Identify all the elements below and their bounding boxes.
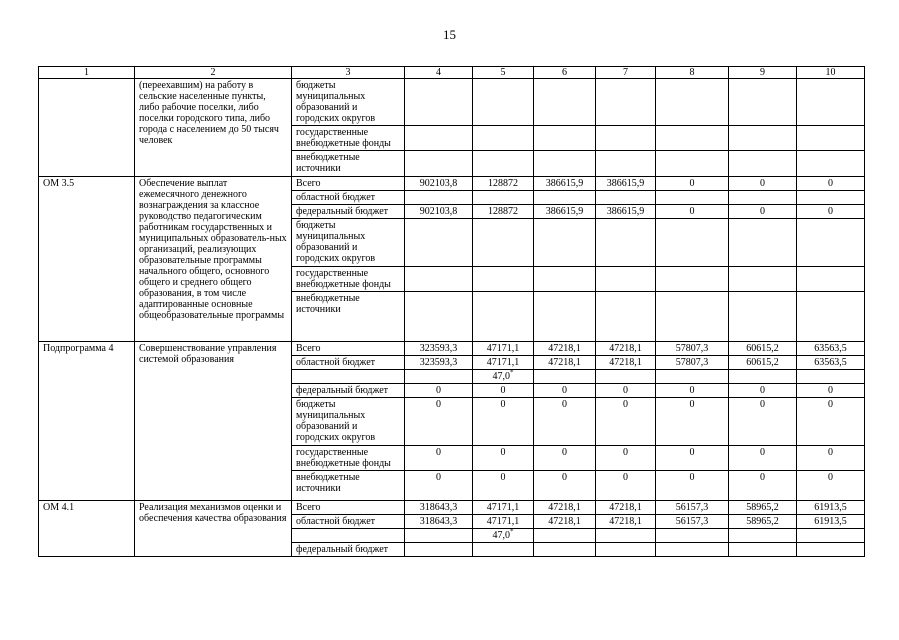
- value-cell: [405, 292, 473, 342]
- funding-source: [292, 529, 405, 543]
- value-cell: [534, 501, 596, 515]
- value-cell: [797, 292, 865, 342]
- value-text: 0: [436, 399, 441, 410]
- value-cell: [797, 79, 865, 126]
- value-cell: [797, 384, 865, 398]
- value-text: 0: [500, 447, 506, 458]
- value-text: 0: [689, 399, 695, 410]
- value-cell: [596, 446, 656, 471]
- column-header: 7: [596, 67, 656, 79]
- value-text: 61913,5: [814, 516, 847, 527]
- value-text: 58965,2: [746, 502, 779, 513]
- page-number: 15: [443, 27, 456, 42]
- value-text: 318643,3: [419, 516, 458, 527]
- value-cell: [797, 471, 865, 501]
- value-cell: [797, 267, 865, 292]
- value-cell: [729, 177, 797, 191]
- value-cell: [729, 191, 797, 205]
- value-text: 58965,2: [746, 516, 779, 527]
- funding-source: государственные внебюджетные фонды: [292, 267, 405, 292]
- value-cell: [729, 267, 797, 292]
- value-text: 47171,1: [486, 516, 520, 527]
- value-cell: [596, 292, 656, 342]
- value-cell: [656, 292, 729, 342]
- value-cell: [656, 370, 729, 384]
- value-text: 47218,1: [609, 502, 642, 513]
- value-cell: [405, 205, 473, 219]
- value-text: 0: [689, 206, 695, 217]
- value-cell: [656, 151, 729, 177]
- value-text: 128872: [488, 178, 518, 189]
- funding-source: внебюджетные источники: [292, 151, 405, 177]
- value-cell: [596, 356, 656, 370]
- funding-source: федеральный бюджет: [292, 205, 405, 219]
- budget-table: [38, 66, 865, 557]
- value-cell: [656, 177, 729, 191]
- funding-source: федеральный бюджет: [292, 543, 405, 557]
- value-cell: [473, 529, 534, 543]
- value-text: 0: [760, 472, 765, 483]
- value-cell: [473, 398, 534, 446]
- value-text: 47171,1: [486, 502, 520, 513]
- value-text: 0: [500, 385, 506, 396]
- value-text: 0: [760, 178, 765, 189]
- table-row: [39, 501, 865, 515]
- value-cell: [797, 543, 865, 557]
- value-cell: [405, 219, 473, 267]
- value-cell: [473, 515, 534, 529]
- value-cell: [729, 126, 797, 151]
- value-cell: [797, 342, 865, 356]
- value-cell: [534, 177, 596, 191]
- value-cell: [405, 191, 473, 205]
- value-cell: [656, 356, 729, 370]
- value-cell: [405, 151, 473, 177]
- value-cell: [797, 529, 865, 543]
- column-header: 8: [656, 67, 729, 79]
- value-text: 0: [500, 399, 506, 410]
- funding-source: [292, 370, 405, 384]
- column-header: 1: [39, 67, 135, 79]
- value-cell: [596, 205, 656, 219]
- value-cell: [729, 292, 797, 342]
- value-text: 0: [828, 178, 833, 189]
- value-text: 47171,1: [486, 357, 520, 368]
- value-cell: [656, 384, 729, 398]
- funding-source: Всего: [292, 501, 405, 515]
- measure-code: [39, 79, 135, 177]
- value-text: 0: [623, 399, 628, 410]
- value-text: 56157,3: [675, 502, 709, 513]
- footnote-mark: *: [510, 369, 514, 377]
- value-cell: [596, 151, 656, 177]
- value-cell: [656, 446, 729, 471]
- value-cell: [405, 126, 473, 151]
- value-text: 0: [828, 472, 833, 483]
- value-cell: [473, 356, 534, 370]
- value-text: 386615,9: [606, 206, 645, 217]
- value-text: 0: [828, 399, 833, 410]
- funding-source: бюджеты муниципальных образований и городских округов: [292, 219, 405, 267]
- funding-source: областной бюджет: [292, 515, 405, 529]
- value-cell: [656, 515, 729, 529]
- value-text: 47171,1: [486, 343, 520, 354]
- column-header: 9: [729, 67, 797, 79]
- value-text: 47218,1: [609, 516, 642, 527]
- value-text: 0: [562, 472, 567, 483]
- value-cell: [534, 126, 596, 151]
- value-cell: [729, 501, 797, 515]
- value-cell: [596, 370, 656, 384]
- value-cell: [473, 126, 534, 151]
- value-text: 386615,9: [606, 178, 645, 189]
- value-text: 63563,5: [814, 343, 847, 354]
- value-text: 902103,8: [419, 206, 458, 217]
- funding-source: внебюджетные источники: [292, 292, 405, 342]
- value-cell: [729, 151, 797, 177]
- value-text: 128872: [488, 206, 518, 217]
- value-text: 60615,2: [746, 343, 779, 354]
- value-text: 0: [689, 447, 695, 458]
- value-cell: [534, 292, 596, 342]
- value-cell: [596, 384, 656, 398]
- value-cell: [596, 191, 656, 205]
- value-cell: [797, 177, 865, 191]
- value-cell: [534, 219, 596, 267]
- value-text: 0: [689, 385, 695, 396]
- value-text: 47218,1: [548, 357, 581, 368]
- value-cell: [596, 219, 656, 267]
- value-cell: [656, 219, 729, 267]
- value-cell: [797, 205, 865, 219]
- value-cell: [797, 219, 865, 267]
- value-cell: [534, 543, 596, 557]
- value-cell: [656, 529, 729, 543]
- value-text: 0: [623, 472, 628, 483]
- value-cell: [797, 126, 865, 151]
- value-text: 61913,5: [814, 502, 847, 513]
- value-text: 902103,8: [419, 178, 458, 189]
- value-cell: [797, 446, 865, 471]
- value-text: 0: [562, 447, 567, 458]
- value-text: 323593,3: [419, 357, 458, 368]
- value-cell: [473, 471, 534, 501]
- value-text: 47,0: [492, 371, 510, 382]
- value-cell: [405, 515, 473, 529]
- value-text: 323593,3: [419, 343, 458, 354]
- value-cell: [473, 292, 534, 342]
- value-cell: [797, 370, 865, 384]
- value-cell: [596, 267, 656, 292]
- value-cell: [534, 471, 596, 501]
- value-cell: [534, 446, 596, 471]
- value-cell: [473, 342, 534, 356]
- value-text: 63563,5: [814, 357, 847, 368]
- value-cell: [534, 398, 596, 446]
- value-cell: [405, 446, 473, 471]
- column-header: 10: [797, 67, 865, 79]
- value-text: 318643,3: [419, 502, 458, 513]
- value-cell: [797, 356, 865, 370]
- value-cell: [473, 543, 534, 557]
- value-text: 0: [623, 447, 628, 458]
- value-cell: [534, 205, 596, 219]
- funding-source: Всего: [292, 177, 405, 191]
- measure-code: Подпрограмма 4: [39, 342, 135, 501]
- value-cell: [596, 471, 656, 501]
- value-text: 0: [562, 399, 567, 410]
- value-text: 47218,1: [548, 343, 581, 354]
- value-cell: [473, 205, 534, 219]
- header-row: [39, 67, 865, 79]
- value-cell: [729, 356, 797, 370]
- value-cell: [656, 501, 729, 515]
- value-text: 0: [760, 399, 765, 410]
- value-text: 0: [828, 385, 833, 396]
- table-row: [39, 177, 865, 191]
- value-cell: [656, 205, 729, 219]
- value-cell: [473, 370, 534, 384]
- value-cell: [405, 267, 473, 292]
- value-cell: [405, 356, 473, 370]
- value-text: 57807,3: [675, 357, 709, 368]
- value-cell: [596, 501, 656, 515]
- value-cell: [656, 543, 729, 557]
- funding-source: федеральный бюджет: [292, 384, 405, 398]
- value-cell: [405, 384, 473, 398]
- value-text: 0: [436, 447, 441, 458]
- value-cell: [797, 515, 865, 529]
- value-cell: [596, 529, 656, 543]
- measure-name: Реализация механизмов оценки и обеспечения качества образования: [135, 501, 292, 557]
- value-text: 0: [436, 472, 441, 483]
- footnote-mark: *: [510, 528, 514, 536]
- measure-code: ОМ 4.1: [39, 501, 135, 557]
- column-header: 2: [135, 67, 292, 79]
- value-text: 0: [689, 178, 695, 189]
- value-cell: [596, 543, 656, 557]
- value-cell: [534, 356, 596, 370]
- value-cell: [405, 471, 473, 501]
- value-cell: [473, 384, 534, 398]
- value-text: 0: [828, 447, 833, 458]
- value-cell: [473, 501, 534, 515]
- value-cell: [596, 342, 656, 356]
- value-cell: [405, 177, 473, 191]
- measure-name: Обеспечение выплат ежемесячного денежного вознаграждения за классное руководство педагогическим работникам государственных и муниципальных образователь-ных организаций, реализующих образовательные программы начального общего, основного общего и среднего общего образования, в том числе адаптированные основные общеобразовательные программы: [135, 177, 292, 342]
- value-cell: [656, 398, 729, 446]
- funding-source: областной бюджет: [292, 356, 405, 370]
- value-cell: [729, 515, 797, 529]
- value-text: 0: [760, 385, 765, 396]
- funding-source: государственные внебюджетные фонды: [292, 126, 405, 151]
- value-cell: [534, 267, 596, 292]
- value-cell: [405, 342, 473, 356]
- value-cell: [729, 370, 797, 384]
- funding-source: областной бюджет: [292, 191, 405, 205]
- value-text: 47218,1: [609, 343, 642, 354]
- value-cell: [473, 177, 534, 191]
- value-cell: [534, 191, 596, 205]
- value-cell: [656, 126, 729, 151]
- value-text: 0: [562, 385, 567, 396]
- value-cell: [729, 529, 797, 543]
- value-text: 0: [436, 385, 441, 396]
- value-text: 0: [760, 206, 765, 217]
- value-cell: [534, 529, 596, 543]
- value-cell: [797, 398, 865, 446]
- value-text: 56157,3: [675, 516, 709, 527]
- value-text: 47218,1: [548, 502, 581, 513]
- funding-source: государственные внебюджетные фонды: [292, 446, 405, 471]
- value-cell: [473, 191, 534, 205]
- value-cell: [729, 342, 797, 356]
- column-header: 6: [534, 67, 596, 79]
- value-cell: [534, 384, 596, 398]
- value-cell: [656, 191, 729, 205]
- value-text: 57807,3: [675, 343, 709, 354]
- value-text: 47218,1: [609, 357, 642, 368]
- column-header: 3: [292, 67, 405, 79]
- value-cell: [473, 267, 534, 292]
- value-cell: [729, 446, 797, 471]
- value-cell: [797, 151, 865, 177]
- measure-name: Совершенствование управления системой образования: [135, 342, 292, 501]
- value-cell: [729, 471, 797, 501]
- value-cell: [473, 446, 534, 471]
- value-cell: [729, 205, 797, 219]
- funding-source: внебюджетные источники: [292, 471, 405, 501]
- value-text: 0: [623, 385, 628, 396]
- table-row: [39, 79, 865, 126]
- value-cell: [596, 126, 656, 151]
- value-cell: [405, 501, 473, 515]
- table-row: [39, 342, 865, 356]
- value-text: 60615,2: [746, 357, 779, 368]
- value-text: 386615,9: [545, 206, 584, 217]
- value-cell: [405, 529, 473, 543]
- column-header: 5: [473, 67, 534, 79]
- funding-source: бюджеты муниципальных образований и городских округов: [292, 79, 405, 126]
- value-cell: [534, 79, 596, 126]
- value-text: 0: [689, 472, 695, 483]
- column-header: 4: [405, 67, 473, 79]
- funding-source: Всего: [292, 342, 405, 356]
- value-cell: [534, 342, 596, 356]
- value-cell: [596, 515, 656, 529]
- measure-name: (переехавшим) на работу в сельские населенные пункты, либо рабочие поселки, либо поселки городского типа, либо города с населением до 50 тысяч человек: [135, 79, 292, 177]
- value-cell: [405, 543, 473, 557]
- value-cell: [534, 515, 596, 529]
- value-cell: [596, 398, 656, 446]
- value-cell: [656, 79, 729, 126]
- value-cell: [656, 471, 729, 501]
- value-cell: [797, 191, 865, 205]
- value-cell: [729, 219, 797, 267]
- value-cell: [596, 79, 656, 126]
- value-cell: [473, 219, 534, 267]
- value-cell: [473, 79, 534, 126]
- value-text: 0: [760, 447, 765, 458]
- value-cell: [729, 398, 797, 446]
- value-cell: [656, 342, 729, 356]
- value-cell: [534, 151, 596, 177]
- value-cell: [729, 79, 797, 126]
- value-text: 47,0: [492, 530, 510, 541]
- value-text: 0: [828, 206, 833, 217]
- value-cell: [534, 370, 596, 384]
- value-text: 47218,1: [548, 516, 581, 527]
- measure-code: ОМ 3.5: [39, 177, 135, 342]
- value-cell: [405, 370, 473, 384]
- value-cell: [797, 501, 865, 515]
- value-cell: [405, 79, 473, 126]
- value-cell: [729, 384, 797, 398]
- value-text: 0: [500, 472, 506, 483]
- value-cell: [729, 543, 797, 557]
- value-text: 386615,9: [545, 178, 584, 189]
- value-cell: [473, 151, 534, 177]
- value-cell: [405, 398, 473, 446]
- value-cell: [656, 267, 729, 292]
- value-cell: [596, 177, 656, 191]
- funding-source: бюджеты муниципальных образований и городских округов: [292, 398, 405, 446]
